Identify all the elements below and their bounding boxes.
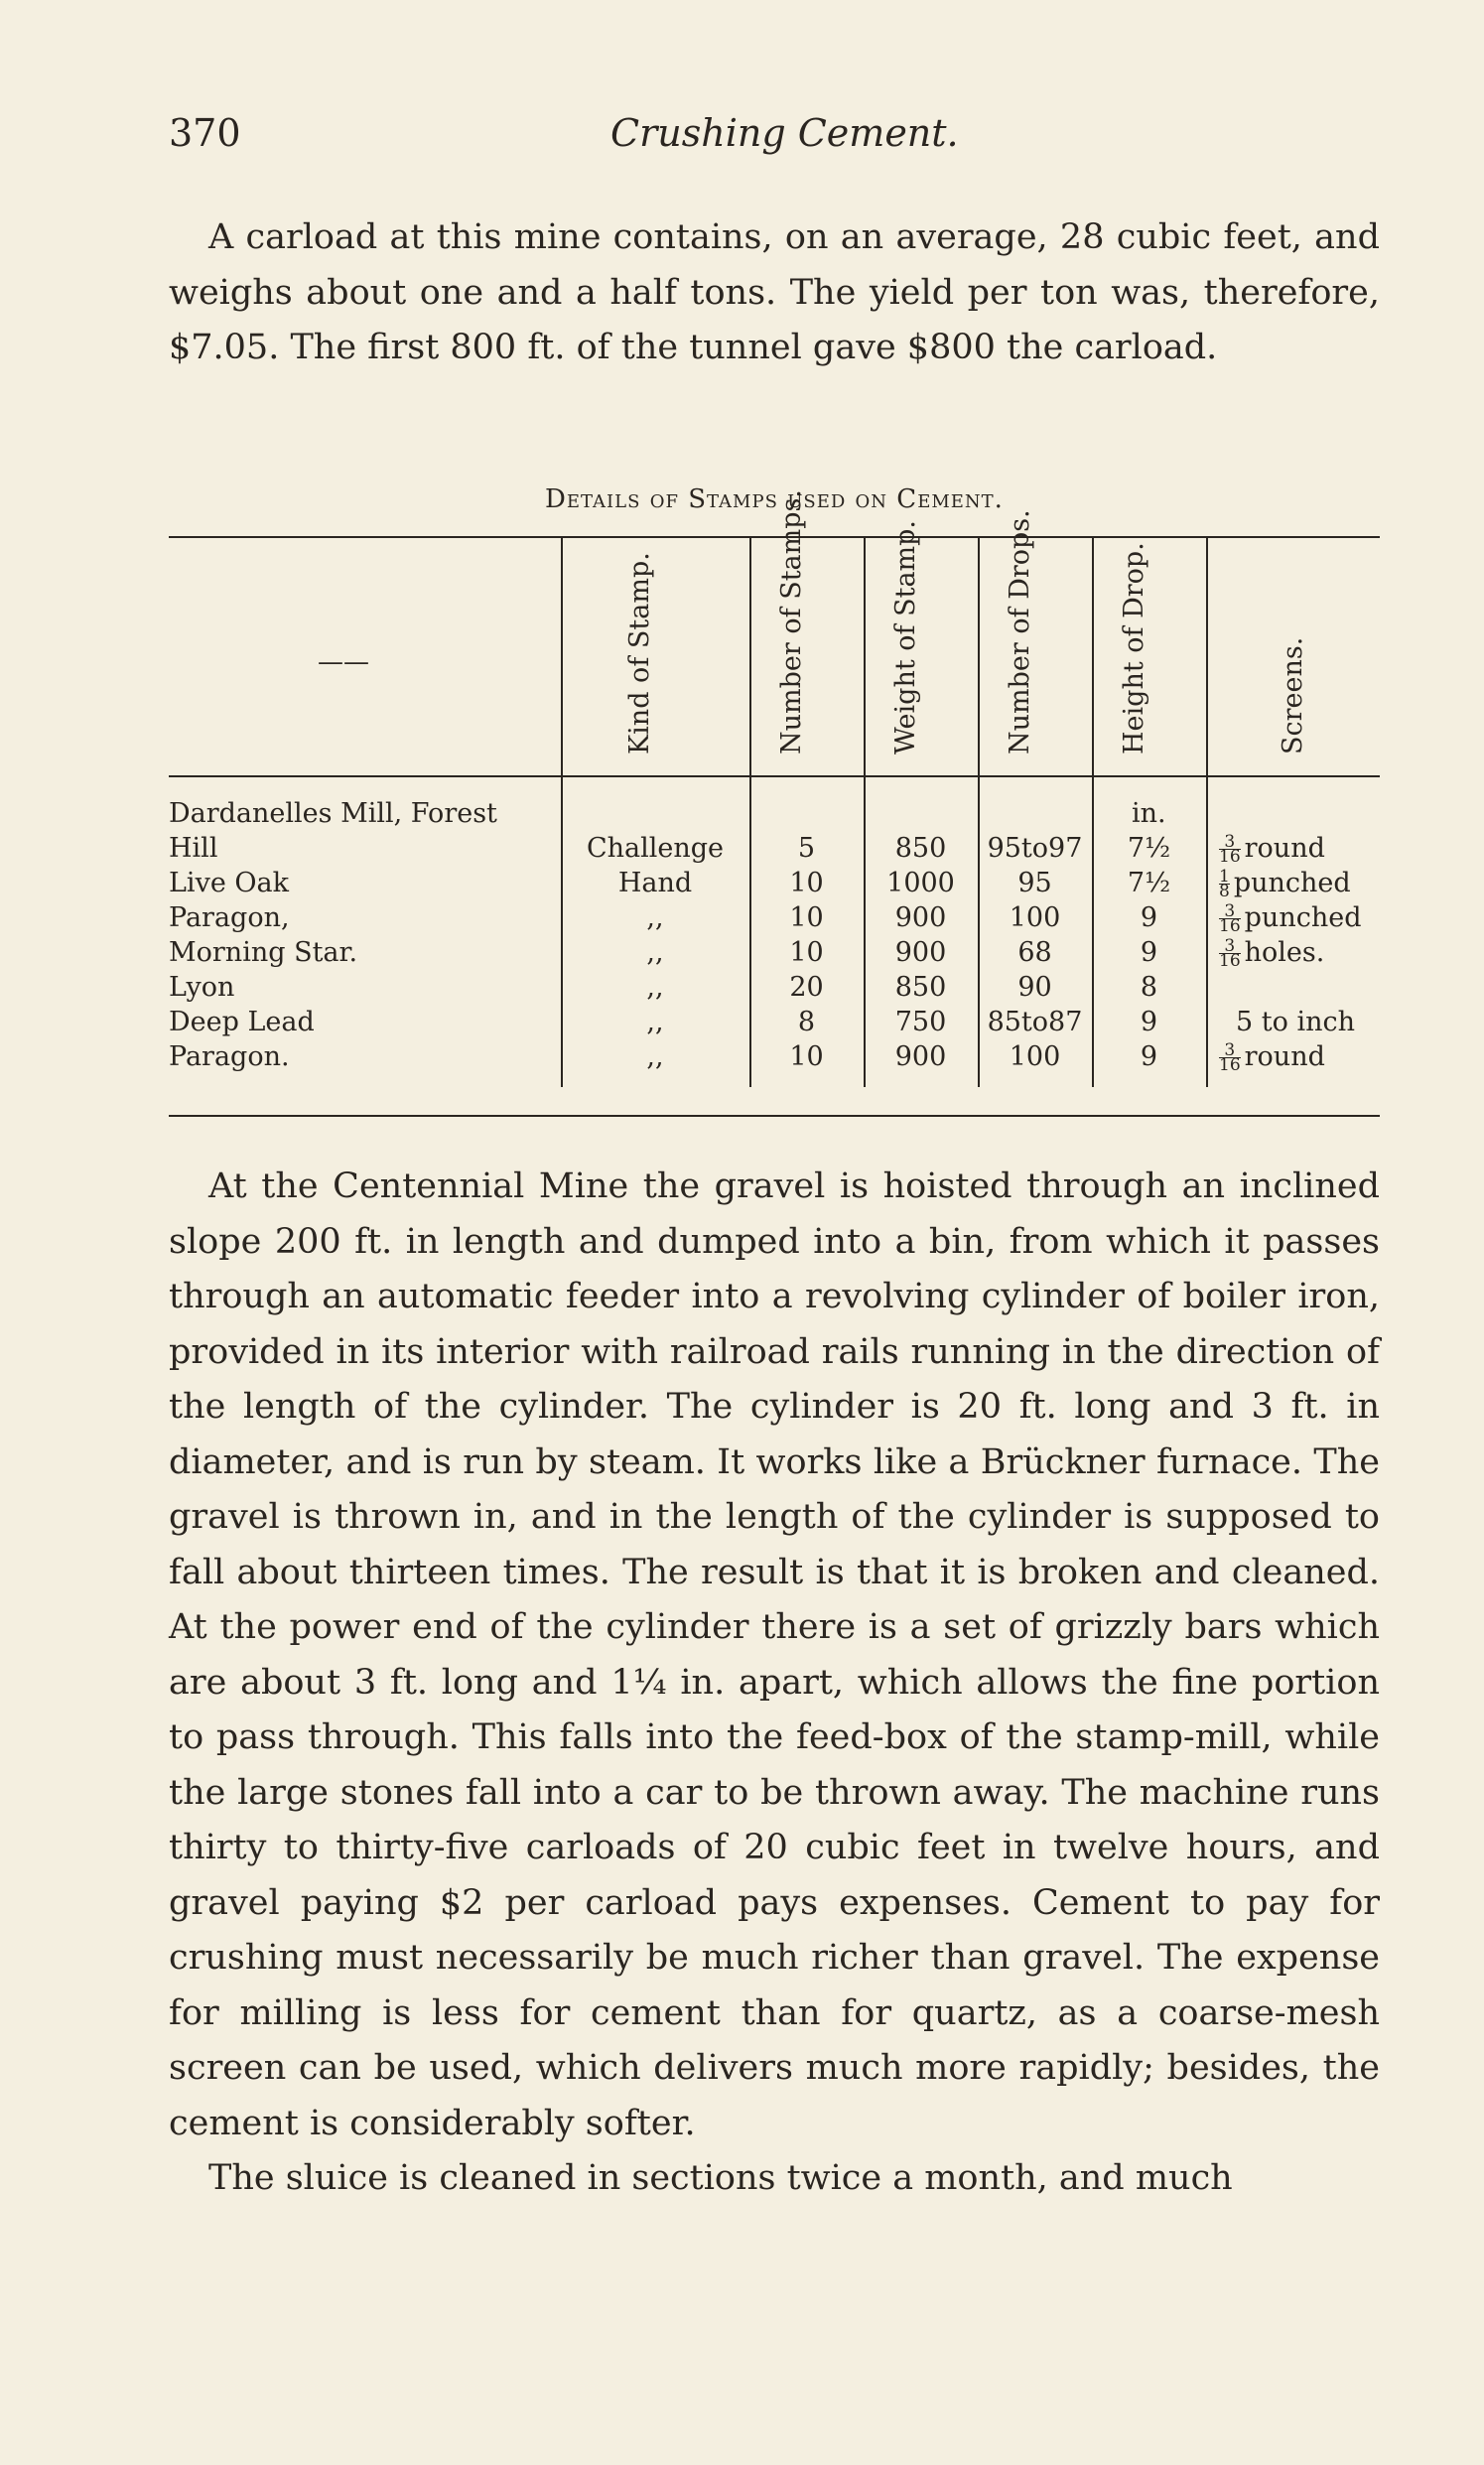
cell-drops: 90 [1017, 972, 1052, 1003]
fraction-numerator: 3 [1224, 936, 1236, 956]
fraction-denominator: 8 [1219, 882, 1230, 901]
cell-weight: 750 [894, 1007, 947, 1037]
height-unit: in. [1132, 798, 1166, 829]
cell-kind: ,, [646, 1007, 664, 1037]
table-bottom-rule [169, 1115, 1380, 1117]
fraction-denominator: 16 [1219, 847, 1241, 867]
cell-height: 8 [1140, 972, 1158, 1003]
row-name: Paragon, [169, 902, 290, 933]
cell-drops: 100 [1009, 1041, 1061, 1072]
screen-fraction [1219, 867, 1230, 901]
row-name: Live Oak [169, 868, 289, 898]
screen-fraction [1219, 832, 1241, 867]
paragraph-text: A carload at this mine contains, on an average, 28 cubic feet, and weighs about one and a half tons. The yield per ton was, therefore, $7.05. The first 800 ft. of the tunnel gave $800 the carload. [169, 217, 1380, 367]
cell-screen [1219, 900, 1361, 935]
cell-drops: 95 [1017, 868, 1052, 898]
cell-number: 5 [797, 833, 816, 864]
screen-text: punched [1233, 868, 1351, 898]
header-height: Height of Drop. [1118, 542, 1149, 754]
cell-number: 10 [789, 902, 824, 933]
cell-weight: 850 [894, 972, 947, 1003]
cell-drops: 100 [1009, 902, 1061, 933]
cell-weight: 900 [894, 937, 947, 968]
cell-weight: 850 [894, 833, 947, 864]
header-screens: Screens. [1277, 636, 1308, 754]
table-top-rule [169, 536, 1380, 538]
cell-height: 9 [1140, 937, 1158, 968]
header-drops: Number of Drops. [1004, 509, 1035, 754]
fraction-numerator: 3 [1224, 832, 1236, 852]
cell-number: 8 [797, 1007, 816, 1037]
cell-drops: 95to97 [987, 833, 1083, 864]
cell-number: 10 [789, 937, 824, 968]
cell-number: 10 [789, 1041, 824, 1072]
cell-weight: 900 [894, 902, 947, 933]
cell-kind: ,, [646, 902, 664, 933]
cell-height: 7½ [1127, 868, 1171, 898]
fraction-denominator: 16 [1219, 916, 1241, 936]
table-caption: Details of Stamps used on Cement. [545, 484, 1004, 514]
row-name: Lyon [169, 972, 235, 1003]
blank-header: —— [318, 647, 369, 677]
screen-text: round [1244, 1041, 1325, 1072]
header-number: Number of Stamps. [775, 489, 807, 754]
cell-screen [1236, 1005, 1355, 1039]
row-name: Deep Lead [169, 1007, 315, 1037]
cell-height: 9 [1140, 902, 1158, 933]
cell-height: 9 [1140, 1041, 1158, 1072]
row-name: Dardanelles Mill, Forest [169, 798, 497, 829]
row-name: Paragon. [169, 1041, 290, 1072]
header-kind: Kind of Stamp. [624, 552, 655, 754]
cell-height: 9 [1140, 1007, 1158, 1037]
fraction-numerator: 1 [1219, 867, 1230, 887]
cell-kind: ,, [646, 937, 664, 968]
cell-weight: 1000 [886, 868, 955, 898]
cell-drops: 85to87 [987, 1007, 1083, 1037]
screen-text: holes. [1244, 937, 1325, 968]
screen-fraction [1219, 1040, 1241, 1075]
cell-number: 10 [789, 868, 824, 898]
cell-height: 7½ [1127, 833, 1171, 864]
cell-drops: 68 [1017, 937, 1052, 968]
cell-kind: ,, [646, 972, 664, 1003]
running-title: Crushing Cement. [610, 111, 959, 155]
cell-kind: Hand [617, 868, 693, 898]
fraction-denominator: 16 [1219, 951, 1241, 971]
screen-text: round [1244, 833, 1325, 864]
screen-fraction [1219, 936, 1241, 971]
screen-text: 5 to inch [1236, 1007, 1355, 1037]
fraction-numerator: 3 [1224, 901, 1236, 921]
row-name: Hill [169, 833, 218, 864]
page-number: 370 [169, 111, 241, 155]
row-name: Morning Star. [169, 937, 358, 968]
paragraph-centennial [169, 1160, 1380, 2207]
fraction-numerator: 3 [1224, 1040, 1236, 1060]
cell-screen [1219, 831, 1325, 866]
paragraph-carload [169, 210, 1380, 376]
page-header [169, 111, 1380, 171]
cell-number: 20 [789, 972, 824, 1003]
cell-weight: 900 [894, 1041, 947, 1072]
cell-kind: Challenge [586, 833, 725, 864]
screen-fraction [1219, 901, 1241, 936]
paragraph-text: The sluice is cleaned in sections twice a month, and much [208, 2158, 1233, 2198]
cell-screen [1219, 866, 1351, 900]
cell-screen [1219, 1039, 1325, 1074]
cell-kind: ,, [646, 1041, 664, 1072]
fraction-denominator: 16 [1219, 1055, 1241, 1075]
cell-screen [1219, 935, 1324, 970]
header-weight: Weight of Stamp. [889, 519, 921, 754]
screen-text: punched [1244, 902, 1362, 933]
paragraph-text: At the Centennial Mine the gravel is hoisted through an inclined slope 200 ft. in length and dumped into a bin, from which it passes through an automatic feeder into a revolving cylinder of boiler iron, provided in its interior with railroad rails running in the direction of the length of the cylinder. The cylinder is 20 ft. long and 3 ft. in diameter, and is run by steam. It works like a Brückner furnace. The gravel is thrown in, and in the length of the cylinder is supposed to fall about thirteen times. The result is that it is broken and cleaned. At the power end of the cylinder there is a set of grizzly bars which are about 3 ft. long and 1¼ in. apart, which allows the fine portion to pass through. This falls into the feed-box of the stamp-mill, while the large stones fall into a car to be thrown away. The machine runs thirty to thirty-five carloads of 20 cubic feet in twelve hours, and gravel paying $2 per carload pays expenses. Cement to pay for crushing must necessarily be much richer than gravel. The expense for milling is less for cement than for quartz, as a coarse-mesh screen can be used, which delivers much more rapidly; besides, the cement is considerably softer. [169, 1166, 1380, 2143]
